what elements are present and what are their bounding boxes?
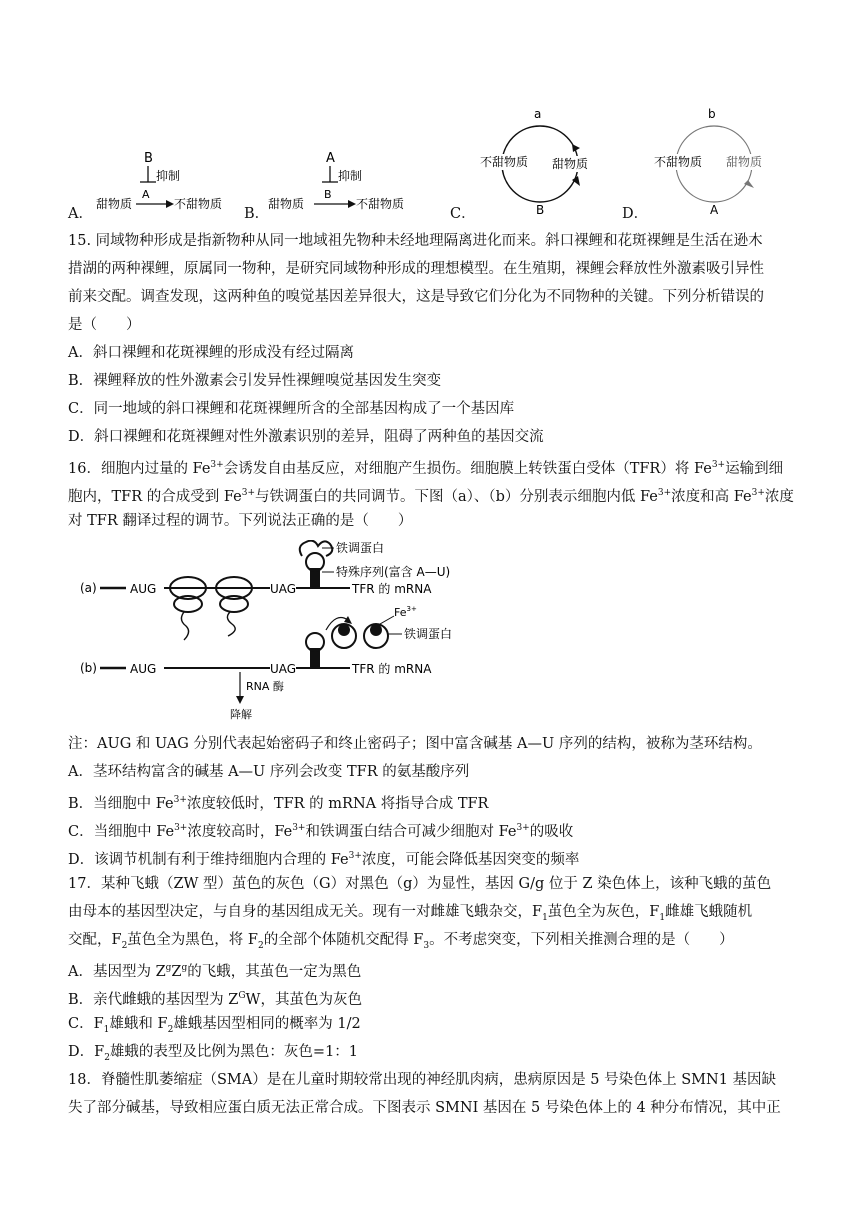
option-b-side: 抑制 — [338, 169, 363, 183]
q17-option-b: B．亲代雌蛾的基因型为 $Z^GW$，其茧色为灰色 — [68, 991, 362, 1008]
option-c-top: a — [534, 107, 542, 121]
q17-line-3: 交配，$F_2$茧色全为黑色，将 $F_2$的全部个体随机交配得 $F_3$。不考虑突变，下列相关推测合理的是（ ） — [68, 932, 734, 951]
option-c-bottom: B — [536, 203, 545, 216]
q15-line: 措湖的两种裸鲤，原属同一物种，是研究同域物种形成的理想模型。在生殖期，裸鲤会释放性外激素吸引异性 — [68, 261, 764, 277]
option-b-top: A — [326, 151, 335, 166]
q17-option-c: C．$F_1$雄蛾和 $F_2$雄蛾基因型相同的概率为 1/2 — [68, 1016, 361, 1035]
fig-a-label: (a) — [80, 581, 97, 595]
q18-line: 失了部分碱基，导致相应蛋白质无法正常合成。下图表示 SMNI 基因在 5 号染色体上的 4 种分布情况，其中正 — [68, 1100, 781, 1116]
q16-option-b: B．当细胞中 $Fe^{3+}$浓度较低时，TFR 的 mRNA 将指导合成 TFR — [68, 795, 489, 812]
fig-b-mrna: TFR 的 mRNA — [352, 662, 432, 676]
q17-option-a: A．基因型为 $Z^gZ^g$的飞蛾，其茧色一定为黑色 — [68, 963, 362, 980]
option-d-diagram — [650, 104, 780, 216]
q15-option-b: B．裸鲤释放的性外激素会引发异性裸鲤嗅觉基因发生突变 — [68, 373, 442, 389]
option-c-left: 不甜物质 — [480, 155, 529, 169]
q16-option-c: C．当细胞中 $Fe^{3+}$浓度较高时，$Fe^{3+}$和铁调蛋白结合可减少细胞对 $Fe^{3+}$的吸收 — [68, 823, 574, 840]
q16-line-1: 16．细胞内过量的 $Fe^{3+}$会诱发自由基反应，对细胞产生损伤。细胞膜上转铁蛋白受体（TFR）将 $Fe^{3+}$运输到细 — [68, 460, 784, 477]
fig-a-aug: AUG — [130, 582, 157, 596]
option-c-right: 甜物质 — [552, 157, 589, 171]
fig-degrade: 降解 — [230, 708, 252, 721]
q15-option-a: A．斜口裸鲤和花斑裸鲤的形成没有经过隔离 — [68, 345, 354, 361]
q15-line: 15. 同域物种形成是指新物种从同一地域祖先物种未经地理隔离进化而来。斜口裸鲤和花斑裸鲤是生活在逊木 — [68, 233, 763, 249]
fig-iron-protein: 铁调蛋白 — [336, 541, 385, 555]
q15-line: 是（ ） — [68, 317, 141, 333]
q16-note: 注：AUG 和 UAG 分别代表起始密码子和终止密码子；图中富含碱基 A—U 序列的结构，被称为茎环结构。 — [68, 736, 762, 752]
option-d-bottom: A — [710, 203, 719, 216]
fig-fe: $Fe^{3+}$ — [394, 605, 417, 619]
fig-b-aug: AUG — [130, 662, 157, 676]
q15-line: 前来交配。调查发现，这两种鱼的嗅觉基因差异很大，这是导致它们分化为不同物种的关键。下列分析错误的 — [68, 289, 764, 305]
q17-option-d: D．$F_2$雄蛾的表型及比例为黑色：灰色=1：1 — [68, 1044, 359, 1063]
option-a-top: B — [144, 151, 153, 166]
q15-option-c: C．同一地域的斜口裸鲤和花斑裸鲤所含的全部基因构成了一个基因库 — [68, 401, 515, 417]
option-c-diagram — [476, 104, 606, 216]
q15-option-d: D．斜口裸鲤和花斑裸鲤对性外激素识别的差异，阻碍了两种鱼的基因交流 — [68, 429, 544, 445]
q17-line-1: 17．某种飞蛾（ZW 型）茧色的灰色（G）对黑色（g）为显性，基因 G/g 位于 Z 染色体上，该种飞蛾的茧色 — [68, 876, 772, 892]
fig-rnase: RNA 酶 — [246, 680, 284, 693]
option-d-label: D． — [622, 206, 649, 222]
option-d-left: 不甜物质 — [654, 155, 703, 169]
option-a-arrow: A — [142, 188, 150, 201]
q16-option-a: A．茎环结构富含的碱基 A—U 序列会改变 TFR 的氨基酸序列 — [68, 764, 470, 780]
fig-b-label: (b) — [80, 661, 97, 675]
fig-special-seq: 特殊序列(富含 A—U) — [336, 565, 451, 579]
q16-option-d: D．该调节机制有利于维持细胞内合理的 $Fe^{3+}$浓度，可能会降低基因突变的频率 — [68, 851, 580, 868]
fig-b-iron-protein: 铁调蛋白 — [404, 627, 453, 641]
option-a-side: 抑制 — [156, 169, 181, 183]
option-b-diagram — [266, 148, 416, 218]
fig-a-uag: UAG — [270, 582, 297, 596]
q18-line: 18．脊髓性肌萎缩症（SMA）是在儿童时期较常出现的神经肌肉病，患病原因是 5 号染色体上 SMN1 基因缺 — [68, 1072, 777, 1088]
option-a-target: 不甜物质 — [174, 197, 223, 211]
option-b-arrow: B — [324, 188, 332, 201]
option-c-label: C． — [450, 206, 476, 222]
option-a-label: A． — [68, 206, 93, 222]
option-a-base: 甜物质 — [96, 197, 133, 211]
q16-figure — [74, 540, 534, 726]
fig-a-mrna: TFR 的 mRNA — [352, 582, 432, 596]
option-a-diagram — [94, 148, 234, 218]
option-b-base: 甜物质 — [268, 197, 305, 211]
fig-b-uag: UAG — [270, 662, 297, 676]
q16-line-2: 胞内，TFR 的合成受到 $Fe^{3+}$与铁调蛋白的共同调节。下图（a）、（b）分别表示细胞内低 $Fe^{3+}$浓度和高 $Fe^{3+}$浓度 — [68, 488, 794, 505]
option-d-right: 甜物质 — [726, 155, 763, 169]
option-d-top: b — [708, 107, 716, 121]
option-b-label: B． — [244, 206, 270, 222]
q17-line-2: 由母本的基因型决定，与自身的基因组成无关。现有一对雌雄飞蛾杂交，$F_1$茧色全为灰色，$F_1$雌雄飞蛾随机 — [68, 904, 753, 923]
q16-line-3: 对 TFR 翻译过程的调节。下列说法正确的是（ ） — [68, 513, 413, 529]
option-b-target: 不甜物质 — [356, 197, 405, 211]
